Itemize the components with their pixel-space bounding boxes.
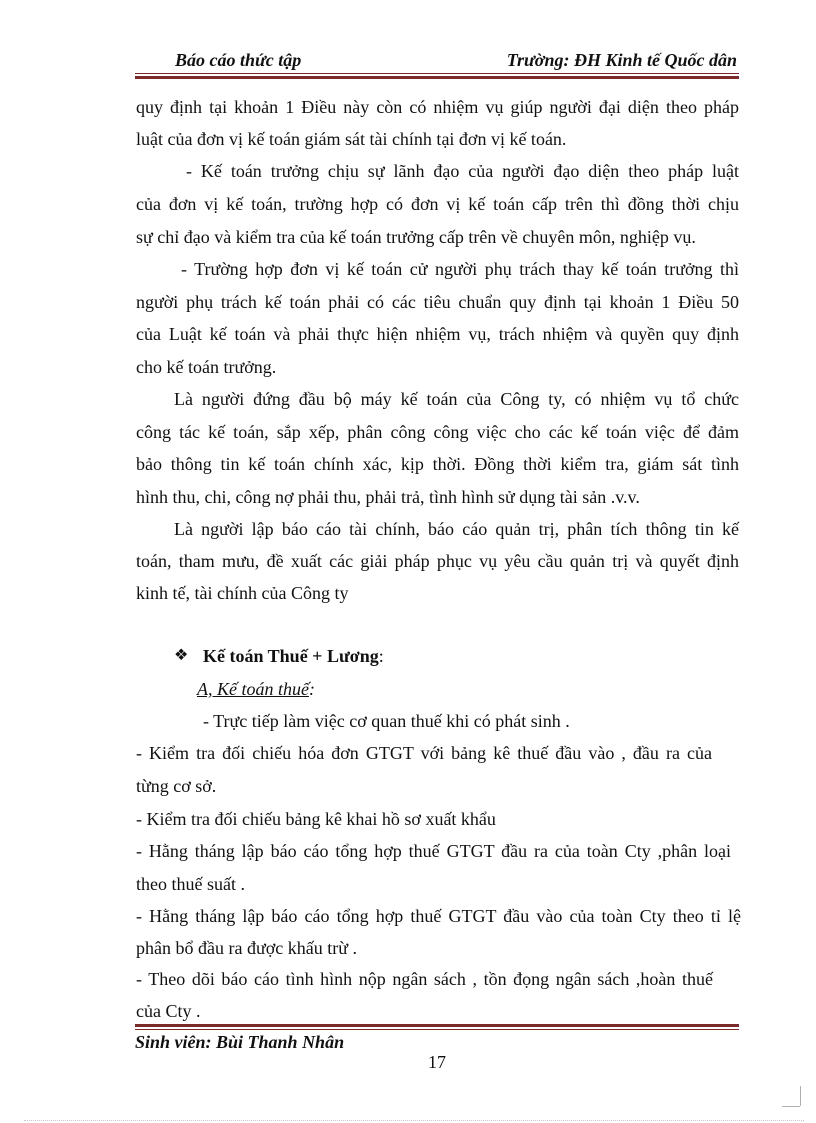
subheading-text: A, Kế toán thuế (197, 679, 309, 699)
page-bottom-divider (24, 1120, 804, 1121)
header-rule-thick (135, 76, 739, 79)
tax-line: - Kiểm tra đối chiếu bảng kê khai hồ sơ xuất khẩu (136, 809, 496, 829)
crop-mark-vertical (800, 1086, 801, 1106)
subheading-colon: : (308, 679, 315, 699)
crop-mark-horizontal (782, 1106, 800, 1107)
header-rule-thin (135, 73, 739, 74)
tax-line: - Trực tiếp làm việc cơ quan thuế khi có phát sinh . (203, 711, 570, 731)
tax-line: từng cơ sở. (136, 776, 217, 796)
body-line: người phụ trách kế toán phải có các tiêu chuẩn quy định tại khoản 1 Điều 50 (136, 292, 739, 312)
body-line: quy định tại khoản 1 Điều này còn có nhiệm vụ giúp người đại diện theo pháp (136, 97, 739, 117)
tax-line: - Kiểm tra đối chiếu hóa đơn GTGT với bảng kê thuế đầu vào , đầu ra của (136, 743, 712, 763)
body-line: - Kế toán trưởng chịu sự lãnh đạo của người đạo diện theo pháp luật (186, 161, 739, 181)
header-report-title: Báo cáo thức tập (175, 50, 302, 70)
diamond-bullet-icon: ❖ (174, 647, 189, 664)
tax-line: của Cty . (136, 1001, 201, 1021)
section-heading-colon: : (378, 646, 384, 666)
footer-rule-thick (135, 1024, 739, 1027)
page-header (135, 46, 739, 72)
body-line: - Trường hợp đơn vị kế toán cử người phụ trách thay kế toán trưởng thì (181, 259, 739, 279)
subheading (197, 678, 315, 700)
body-line: bảo thông tin kế toán chính xác, kịp thời. Đồng thời kiểm tra, giám sát tình (136, 454, 739, 474)
tax-line: phân bổ đầu ra được khấu trừ . (136, 938, 357, 958)
tax-line: theo thuế suất . (136, 874, 245, 894)
tax-line: - Hằng tháng lập báo cáo tổng hợp thuế GTGT đầu ra của toàn Cty ,phân loại (136, 841, 731, 861)
page-number: 17 (428, 1052, 446, 1072)
body-line: công tác kế toán, sắp xếp, phân công công việc cho các kế toán việc để đảm (136, 422, 739, 442)
body-line: toán, tham mưu, đề xuất các giải pháp phục vụ yêu cầu quản trị và quyết định (136, 551, 739, 571)
section-heading-text: Kế toán Thuế + Lương (203, 646, 379, 666)
body-line: của Luật kế toán và phải thực hiện nhiệm vụ, trách nhiệm và quyền quy định (136, 324, 739, 344)
footer-rule-thin (135, 1029, 739, 1030)
body-line: Là người đứng đầu bộ máy kế toán của Công ty, có nhiệm vụ tổ chức (174, 389, 739, 409)
body-line: cho kế toán trưởng. (136, 357, 277, 377)
body-line: sự chỉ đạo và kiểm tra của kế toán trưởng cấp trên về chuyên môn, nghiệp vụ. (136, 227, 696, 247)
body-line: luật của đơn vị kế toán giám sát tài chính tại đơn vị kế toán. (136, 129, 567, 149)
body-line: Là người lập báo cáo tài chính, báo cáo quản trị, phân tích thông tin kế (174, 519, 739, 539)
footer-student-name: Sinh viên: Bùi Thanh Nhân (135, 1032, 345, 1052)
body-line: kinh tế, tài chính của Công ty (136, 583, 349, 603)
tax-line: - Theo dõi báo cáo tình hình nộp ngân sách , tồn đọng ngân sách ,hoàn thuế (136, 969, 713, 989)
body-line: hình thu, chi, công nợ phải thu, phải trả, tình hình sử dụng tài sản .v.v. (136, 487, 640, 507)
tax-line: - Hằng tháng lập báo cáo tổng hợp thuế GTGT đầu vào của toàn Cty theo tỉ lệ (136, 906, 741, 926)
section-heading (203, 645, 384, 667)
body-line: của đơn vị kế toán, trường hợp có đơn vị kế toán cấp trên thì đồng thời chịu (136, 194, 739, 214)
header-university: Trường: ĐH Kinh tế Quốc dân (506, 50, 737, 70)
